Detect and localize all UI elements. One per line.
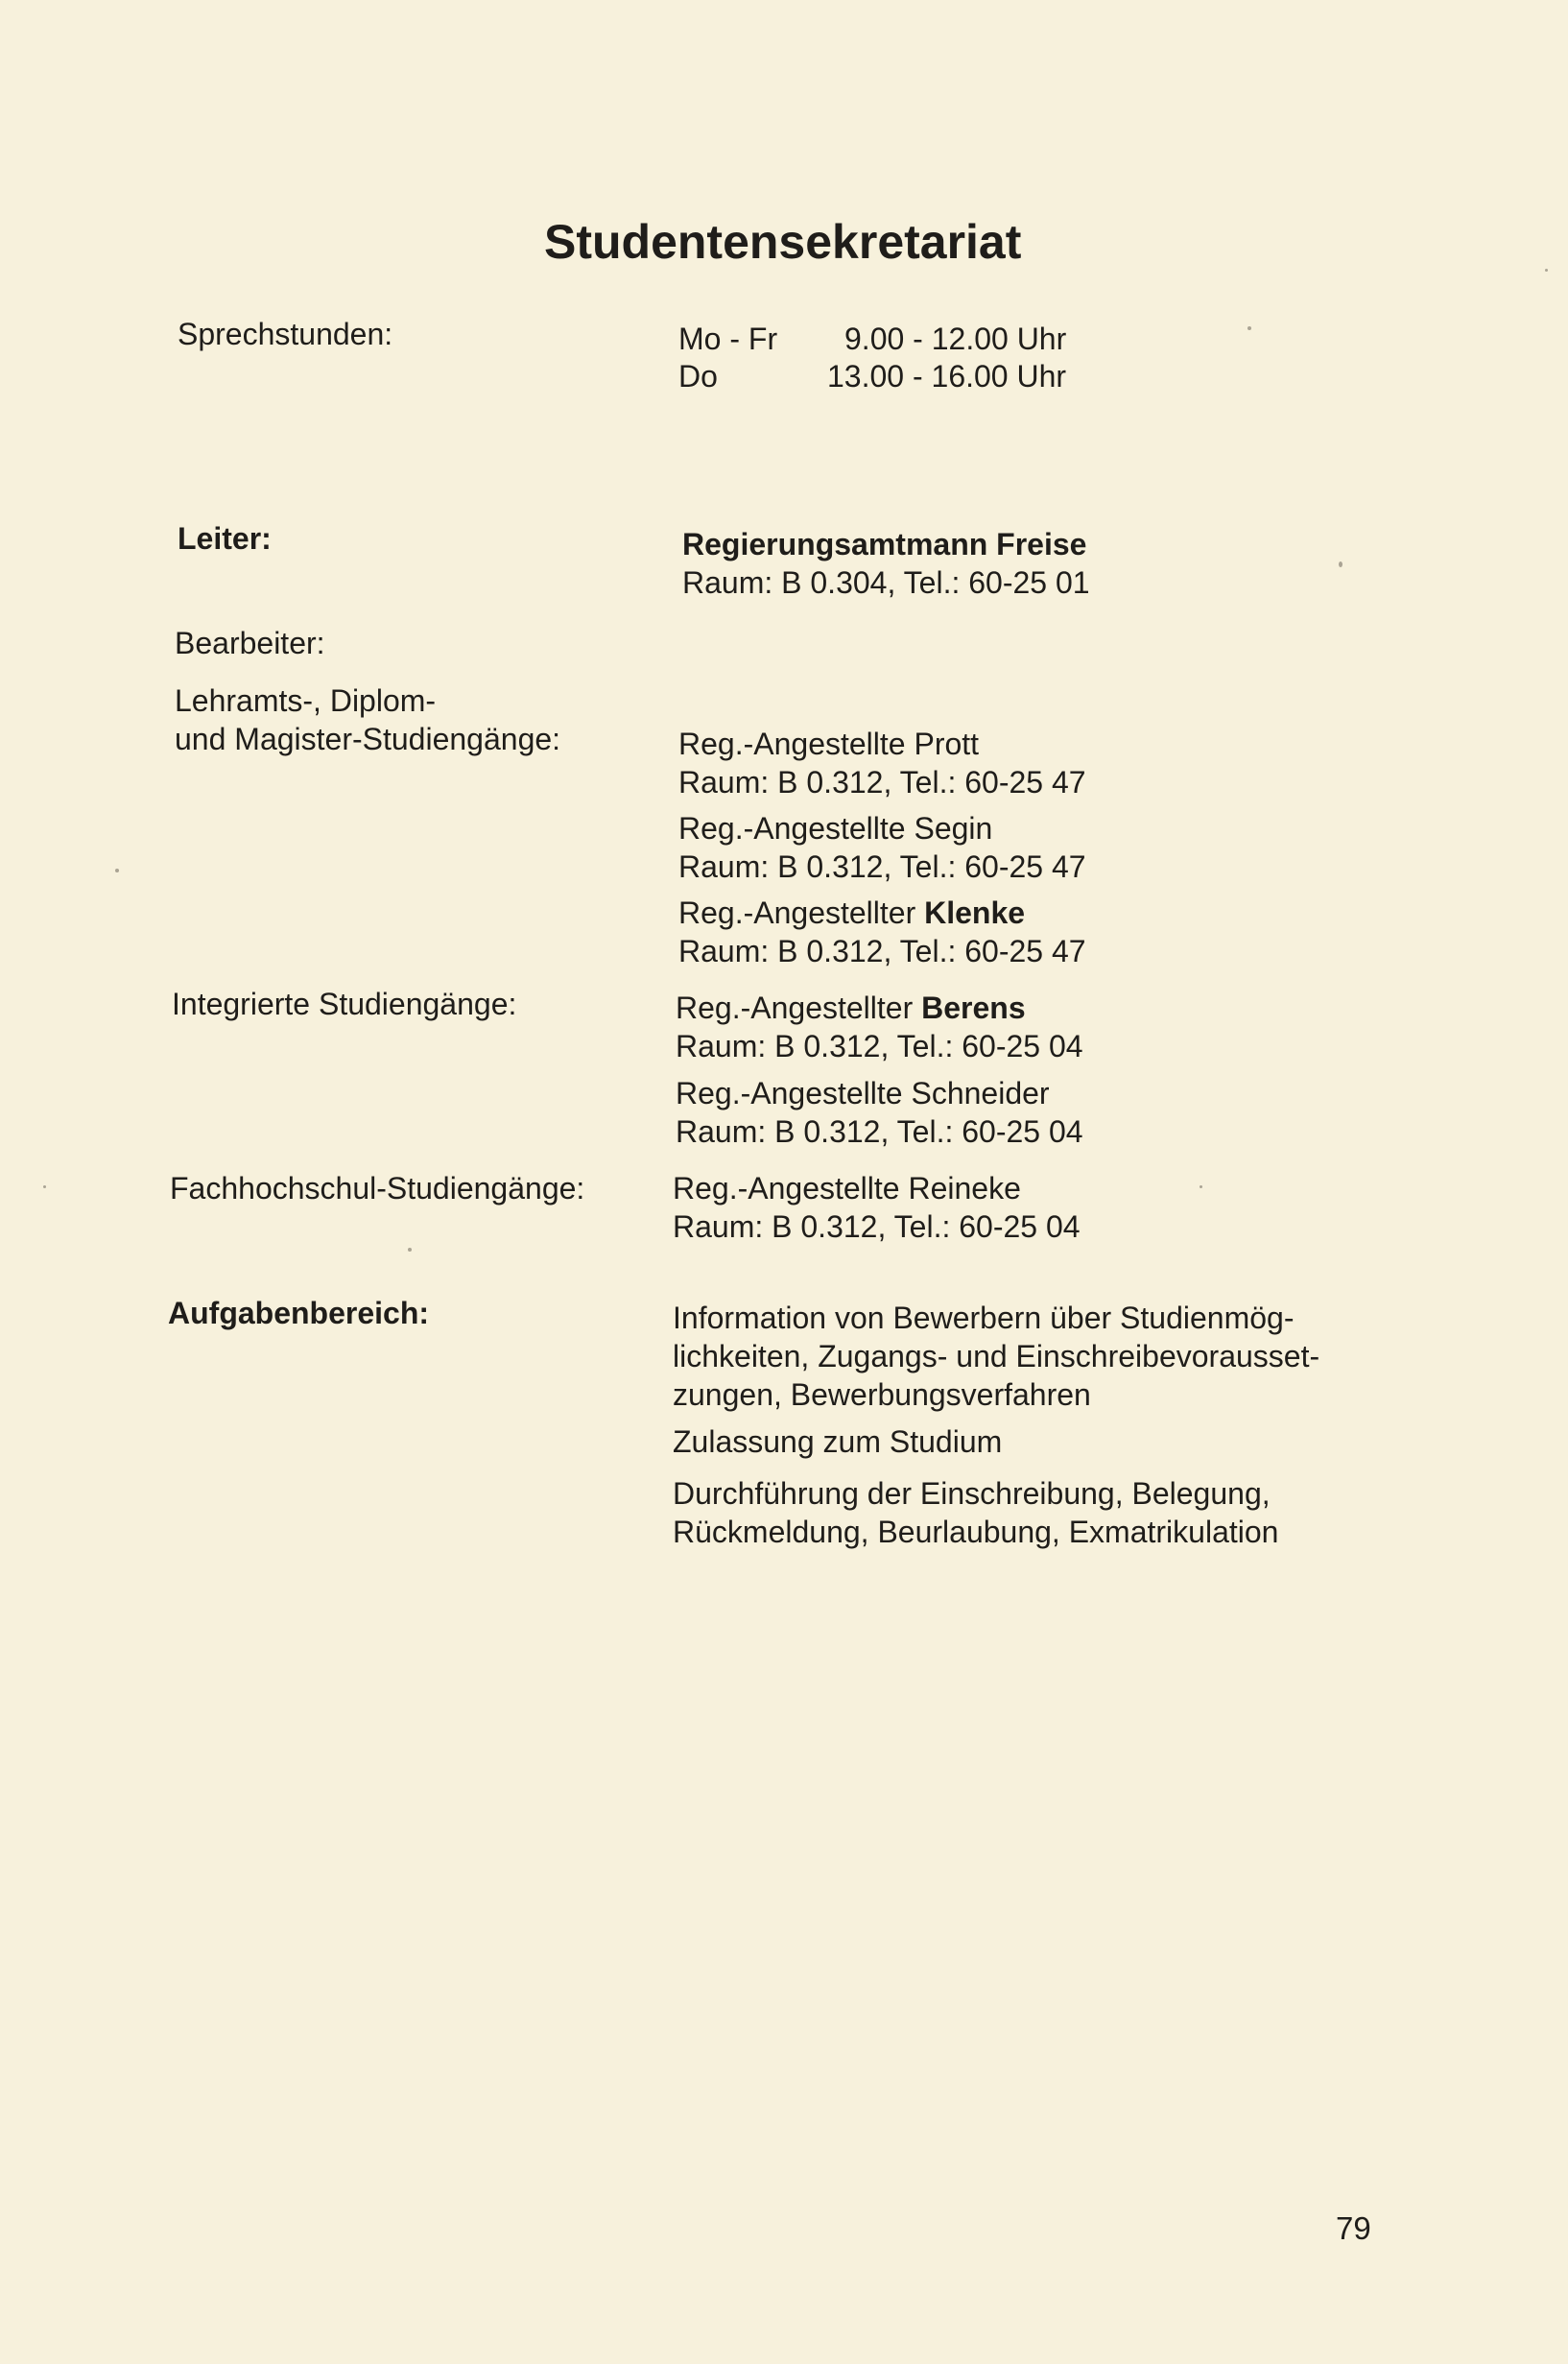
hours-days-1: Mo - Fr bbox=[678, 322, 778, 356]
print-speck bbox=[115, 869, 119, 872]
staff-name-prefix: Reg.-Angestellter bbox=[676, 991, 922, 1025]
hours-time-1: 9.00 - 12.00 Uhr bbox=[844, 322, 1067, 356]
lehramt-label-line1: Lehramts-, Diplom- bbox=[175, 683, 437, 718]
print-speck bbox=[1339, 561, 1342, 567]
staff-room: Raum: B 0.312, Tel.: 60-25 04 bbox=[676, 1114, 1083, 1149]
staff-name: Reg.-Angestellte Prott bbox=[678, 727, 980, 761]
bearbeiter-label: Bearbeiter: bbox=[175, 626, 325, 660]
sprechstunden-label: Sprechstunden: bbox=[178, 317, 393, 351]
staff-room: Raum: B 0.312, Tel.: 60-25 47 bbox=[678, 934, 1086, 968]
staff-name bbox=[676, 989, 1026, 1027]
aufgaben-line: Durchführung der Einschreibung, Belegung, bbox=[673, 1476, 1271, 1511]
staff-name: Reg.-Angestellte Schneider bbox=[676, 1076, 1050, 1110]
aufgaben-line: Information von Bewerbern über Studienmög- bbox=[673, 1301, 1295, 1335]
fachhochschul-label: Fachhochschul-Studiengänge: bbox=[170, 1171, 585, 1206]
print-speck bbox=[1247, 326, 1251, 330]
staff-name: Reg.-Angestellte Segin bbox=[678, 811, 993, 846]
print-speck bbox=[408, 1248, 412, 1252]
aufgaben-line: zungen, Bewerbungsverfahren bbox=[673, 1377, 1091, 1412]
staff-name-prefix: Reg.-Angestellter bbox=[678, 895, 925, 930]
staff-room: Raum: B 0.312, Tel.: 60-25 47 bbox=[678, 765, 1086, 800]
page-title: Studentensekretariat bbox=[544, 215, 1022, 269]
print-speck bbox=[1200, 1185, 1202, 1188]
hours-days-2: Do bbox=[678, 359, 718, 394]
staff-room: Raum: B 0.312, Tel.: 60-25 47 bbox=[678, 849, 1086, 884]
print-speck bbox=[43, 1185, 46, 1188]
lehramt-label-line2: und Magister-Studiengänge: bbox=[175, 722, 561, 756]
integriert-label: Integrierte Studiengänge: bbox=[172, 987, 517, 1021]
print-speck bbox=[1545, 269, 1548, 272]
aufgaben-label: Aufgabenbereich: bbox=[168, 1296, 430, 1330]
staff-name-bold: Klenke bbox=[924, 895, 1026, 930]
staff-name bbox=[678, 894, 1025, 932]
aufgaben-line: Rückmeldung, Beurlaubung, Exmatrikulation bbox=[673, 1515, 1279, 1549]
page-number: 79 bbox=[1336, 2210, 1371, 2246]
staff-room: Raum: B 0.312, Tel.: 60-25 04 bbox=[676, 1029, 1083, 1063]
leiter-room: Raum: B 0.304, Tel.: 60-25 01 bbox=[682, 565, 1090, 600]
aufgaben-line: lichkeiten, Zugangs- und Einschreibevorausset- bbox=[673, 1339, 1320, 1373]
staff-name-bold: Berens bbox=[921, 991, 1026, 1025]
staff-room: Raum: B 0.312, Tel.: 60-25 04 bbox=[673, 1209, 1081, 1244]
hours-time-2: 13.00 - 16.00 Uhr bbox=[827, 359, 1067, 394]
leiter-label: Leiter: bbox=[178, 521, 272, 556]
leiter-name: Regierungsamtmann Freise bbox=[682, 527, 1087, 561]
aufgaben-line: Zulassung zum Studium bbox=[673, 1424, 1003, 1459]
staff-name: Reg.-Angestellte Reineke bbox=[673, 1171, 1021, 1206]
